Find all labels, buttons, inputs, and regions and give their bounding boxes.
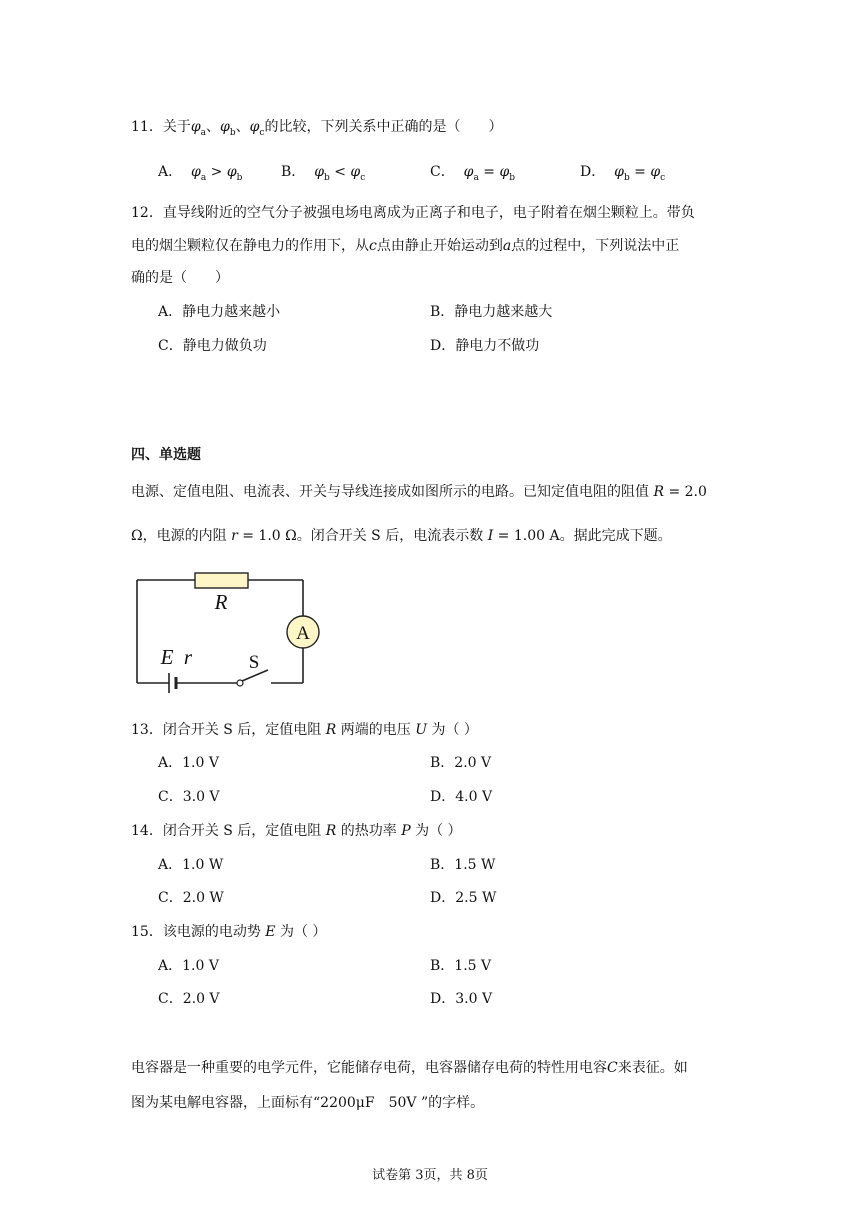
label-r: R <box>214 590 228 614</box>
q15-option-b[interactable]: B．1.5 V <box>430 958 492 974</box>
label-internal-r: r <box>183 645 193 669</box>
q14-option-d[interactable]: D．2.5 W <box>430 890 497 906</box>
q14-stem: 14．闭合开关 S 后，定值电阻 R 的热功率 P 为（ ） <box>131 823 462 839</box>
q13-option-a[interactable]: A．1.0 V <box>158 755 219 771</box>
q13-option-c[interactable]: C．3.0 V <box>158 789 220 805</box>
q15-stem: 15．该电源的电动势 E 为（ ） <box>131 924 327 940</box>
circuit-diagram <box>125 562 335 700</box>
q12-option-d[interactable]: D．静电力不做功 <box>430 338 540 354</box>
q15-option-c[interactable]: C．2.0 V <box>158 991 220 1007</box>
q14-option-a[interactable]: A．1.0 W <box>158 857 224 873</box>
q15-option-d[interactable]: D．3.0 V <box>430 991 493 1007</box>
q13-stem: 13．闭合开关 S 后，定值电阻 R 两端的电压 U 为（ ） <box>131 722 478 738</box>
capacitor-intro-line2: 图为某电解电容器，上面标有“2200μF 50V ”的字样。 <box>131 1095 485 1111</box>
q13-option-b[interactable]: B．2.0 V <box>430 755 492 771</box>
page-footer: 试卷第 3页，共 8页 <box>372 1168 488 1183</box>
q12-stem-line3: 确的是（ ） <box>131 270 229 286</box>
label-ammeter: A <box>296 623 310 644</box>
q13-option-d[interactable]: D．4.0 V <box>430 789 493 805</box>
capacitor-intro-line1: 电容器是一种重要的电学元件，它能储存电荷，电容器储存电荷的特性用电容C来表征。如 <box>131 1060 688 1076</box>
q12-option-b[interactable]: B．静电力越来越大 <box>430 304 553 320</box>
q11-option-b[interactable]: B． $\varphi_b < \varphi_c$ <box>281 164 366 183</box>
section-intro-line1: 电源、定值电阻、电流表、开关与导线连接成如图所示的电路。已知定值电阻的阻值 R = 2.0 <box>131 484 707 500</box>
label-emf: E <box>160 645 174 669</box>
q15-option-a[interactable]: A．1.0 V <box>158 958 219 974</box>
section-intro-line2: Ω，电源的内阻 r = 1.0 Ω。闭合开关 S 后，电流表示数 I = 1.00 A。据此完成下题。 <box>131 528 672 544</box>
q11-option-a[interactable]: A． $\varphi_a > \varphi_b$ <box>158 164 243 183</box>
q12-stem-line2: 电的烟尘颗粒仅在静电力的作用下，从c点由静止开始运动到a点的过程中，下列说法中正 <box>131 238 680 254</box>
resistor-r <box>195 573 248 588</box>
q12-option-c[interactable]: C．静电力做负功 <box>158 338 267 354</box>
q11-option-d[interactable]: D． $\varphi_b = \varphi_c$ <box>580 164 666 183</box>
q14-option-b[interactable]: B．1.5 W <box>430 857 496 873</box>
q14-option-c[interactable]: C．2.0 W <box>158 890 224 906</box>
section-heading: 四、单选题 <box>131 447 201 463</box>
q11-option-c[interactable]: C． $\varphi_a = \varphi_b$ <box>430 164 516 183</box>
label-switch: S <box>248 652 260 673</box>
q12-stem-line1: 12．直导线附近的空气分子被强电场电离成为正离子和电子，电子附着在烟尘颗粒上。带负 <box>131 205 695 221</box>
q11-stem: 11．关于$\varphi_a$、$\varphi_b$、$\varphi_c$的比较，下列关系中正确的是（ ） <box>131 119 503 138</box>
q12-option-a[interactable]: A．静电力越来越小 <box>158 304 281 320</box>
